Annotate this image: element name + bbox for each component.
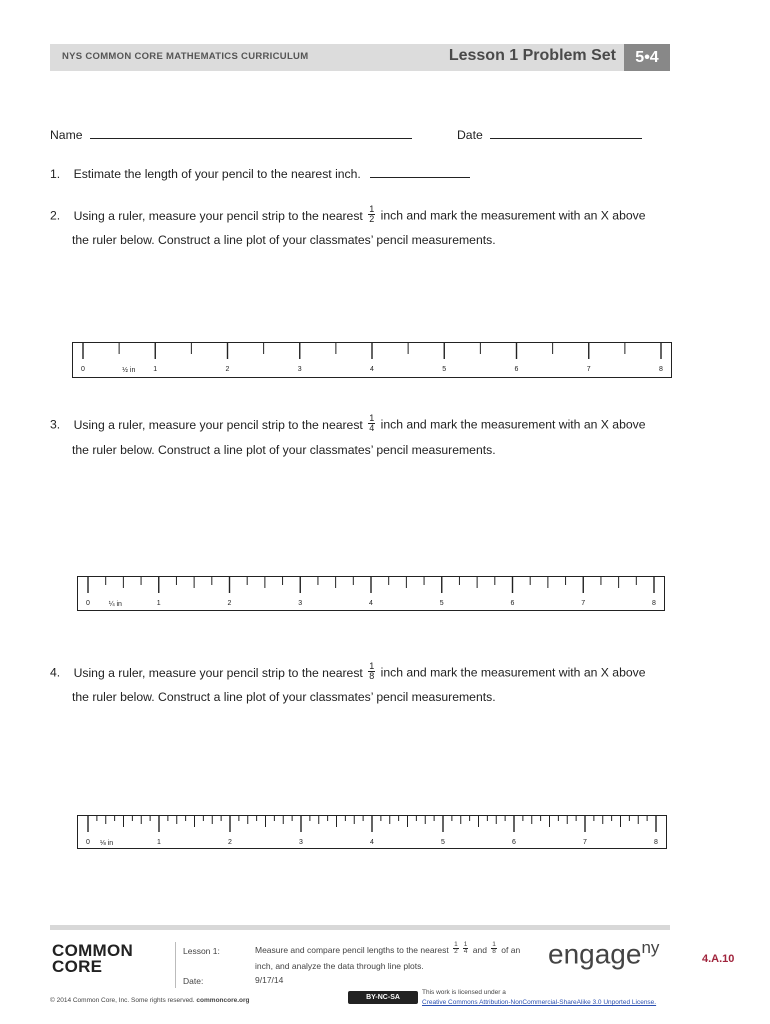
footer-divider <box>175 942 176 988</box>
ruler-number: 1 <box>157 839 161 846</box>
header-bar <box>50 44 670 71</box>
question-2-line2: the ruler below. Construct a line plot of your classmates’ pencil measurements. <box>72 233 496 247</box>
fraction: $\frac{1}{2}$ <box>369 204 375 224</box>
question-4-line2: the ruler below. Construct a line plot of your classmates’ pencil measurements. <box>72 690 496 704</box>
answer-blank[interactable] <box>370 165 470 178</box>
date-blank[interactable] <box>490 126 642 139</box>
ruler-number: 7 <box>586 366 591 373</box>
question-text: Estimate the length of your pencil to the nearest inch. <box>73 167 361 181</box>
question-3 <box>50 413 646 435</box>
page-title: Lesson 1 Problem Set <box>448 47 616 64</box>
ruler-number: 4 <box>369 600 373 607</box>
question-number: 1. <box>50 167 61 181</box>
lesson-description: Measure and compare pencil lengths to the nearest $\frac{1}{2}$ $\frac{1}{4}$ and $\frac{1}{8}$ of an inch, and analyze the data through line plots. <box>255 940 521 971</box>
ruler-number: 8 <box>652 600 656 607</box>
ruler-number: 5 <box>442 366 447 373</box>
ruler-unit-label: ⅛ in <box>99 840 114 847</box>
question-number: 3. <box>50 417 61 432</box>
ruler-unit-label: ½ in <box>122 367 136 374</box>
license-link[interactable]: Creative Commons Attribution-NonCommercial-ShareAlike 3.0 Unported License. <box>422 999 657 1006</box>
curriculum-label: NYS COMMON CORE MATHEMATICS CURRICULUM <box>62 51 309 62</box>
date-field[interactable] <box>457 126 642 142</box>
date-label: Date <box>457 128 483 142</box>
ruler-number: 2 <box>228 839 232 846</box>
question-text: Using a ruler, measure your pencil strip to the nearest <box>73 417 363 432</box>
page-code: 4.A.10 <box>702 953 735 965</box>
footer-date-value: 9/17/14 <box>255 975 284 985</box>
ruler-quarter-inch <box>77 576 665 611</box>
ruler-number: 6 <box>512 839 516 846</box>
ruler-number: 0 <box>86 839 90 846</box>
ruler-number: 6 <box>514 366 519 373</box>
ruler-eighth-inch <box>77 815 667 849</box>
question-text: Using a ruler, measure your pencil strip to the nearest <box>73 665 363 680</box>
question-text-cont: inch and mark the measurement with an X above <box>380 208 646 223</box>
question-2 <box>50 204 646 226</box>
ruler-number: 0 <box>86 600 90 607</box>
copyright: © 2014 Common Core, Inc. Some rights reserved. commoncore.org <box>50 997 250 1004</box>
ruler-number: 0 <box>81 366 85 373</box>
footer-rule <box>50 925 670 930</box>
footer-date-label: Date: <box>183 976 204 986</box>
ruler-number: 1 <box>153 366 158 373</box>
name-blank[interactable] <box>90 126 412 139</box>
question-number: 2. <box>50 208 61 223</box>
ruler-number: 5 <box>441 839 445 846</box>
ruler-number: 6 <box>510 600 515 607</box>
ruler-number: 8 <box>654 839 658 846</box>
engageny-logo: engage$^{ny}$ <box>548 938 660 970</box>
cc-license-badge: BY-NC-SA <box>348 991 418 1004</box>
ruler-number: 3 <box>297 366 302 373</box>
module-badge: 5•4 <box>624 44 670 71</box>
question-text: Using a ruler, measure your pencil strip to the nearest <box>73 208 363 223</box>
ruler-number: 7 <box>581 600 586 607</box>
ruler-number: 1 <box>156 600 161 607</box>
fraction: $\frac{1}{8}$ <box>369 661 375 681</box>
question-text-cont: inch and mark the measurement with an X above <box>380 417 646 432</box>
ruler-half-inch <box>72 342 672 378</box>
ruler-number: 2 <box>227 600 232 607</box>
license-lead: This work is licensed under a <box>422 989 506 996</box>
ruler-number: 2 <box>225 366 230 373</box>
ruler-number: 4 <box>370 839 374 846</box>
question-1 <box>50 165 470 181</box>
ruler-number: 7 <box>583 839 587 846</box>
fraction: $\frac{1}{4}$ <box>369 413 375 433</box>
ruler-number: 4 <box>370 366 374 373</box>
question-number: 4. <box>50 665 61 680</box>
ruler-number: 3 <box>299 839 303 846</box>
ruler-number: 8 <box>659 366 663 373</box>
lesson-label: Lesson 1: <box>183 946 220 956</box>
common-core-logo: COMMON CORE <box>52 941 134 976</box>
ruler-number: 3 <box>298 600 303 607</box>
name-field[interactable] <box>50 126 412 142</box>
ruler-number: 5 <box>439 600 444 607</box>
ruler-unit-label: ¼ in <box>108 601 122 608</box>
question-4 <box>50 661 646 683</box>
question-3-line2: the ruler below. Construct a line plot of your classmates’ pencil measurements. <box>72 443 496 457</box>
name-label: Name <box>50 128 83 142</box>
question-text-cont: inch and mark the measurement with an X above <box>380 665 646 680</box>
